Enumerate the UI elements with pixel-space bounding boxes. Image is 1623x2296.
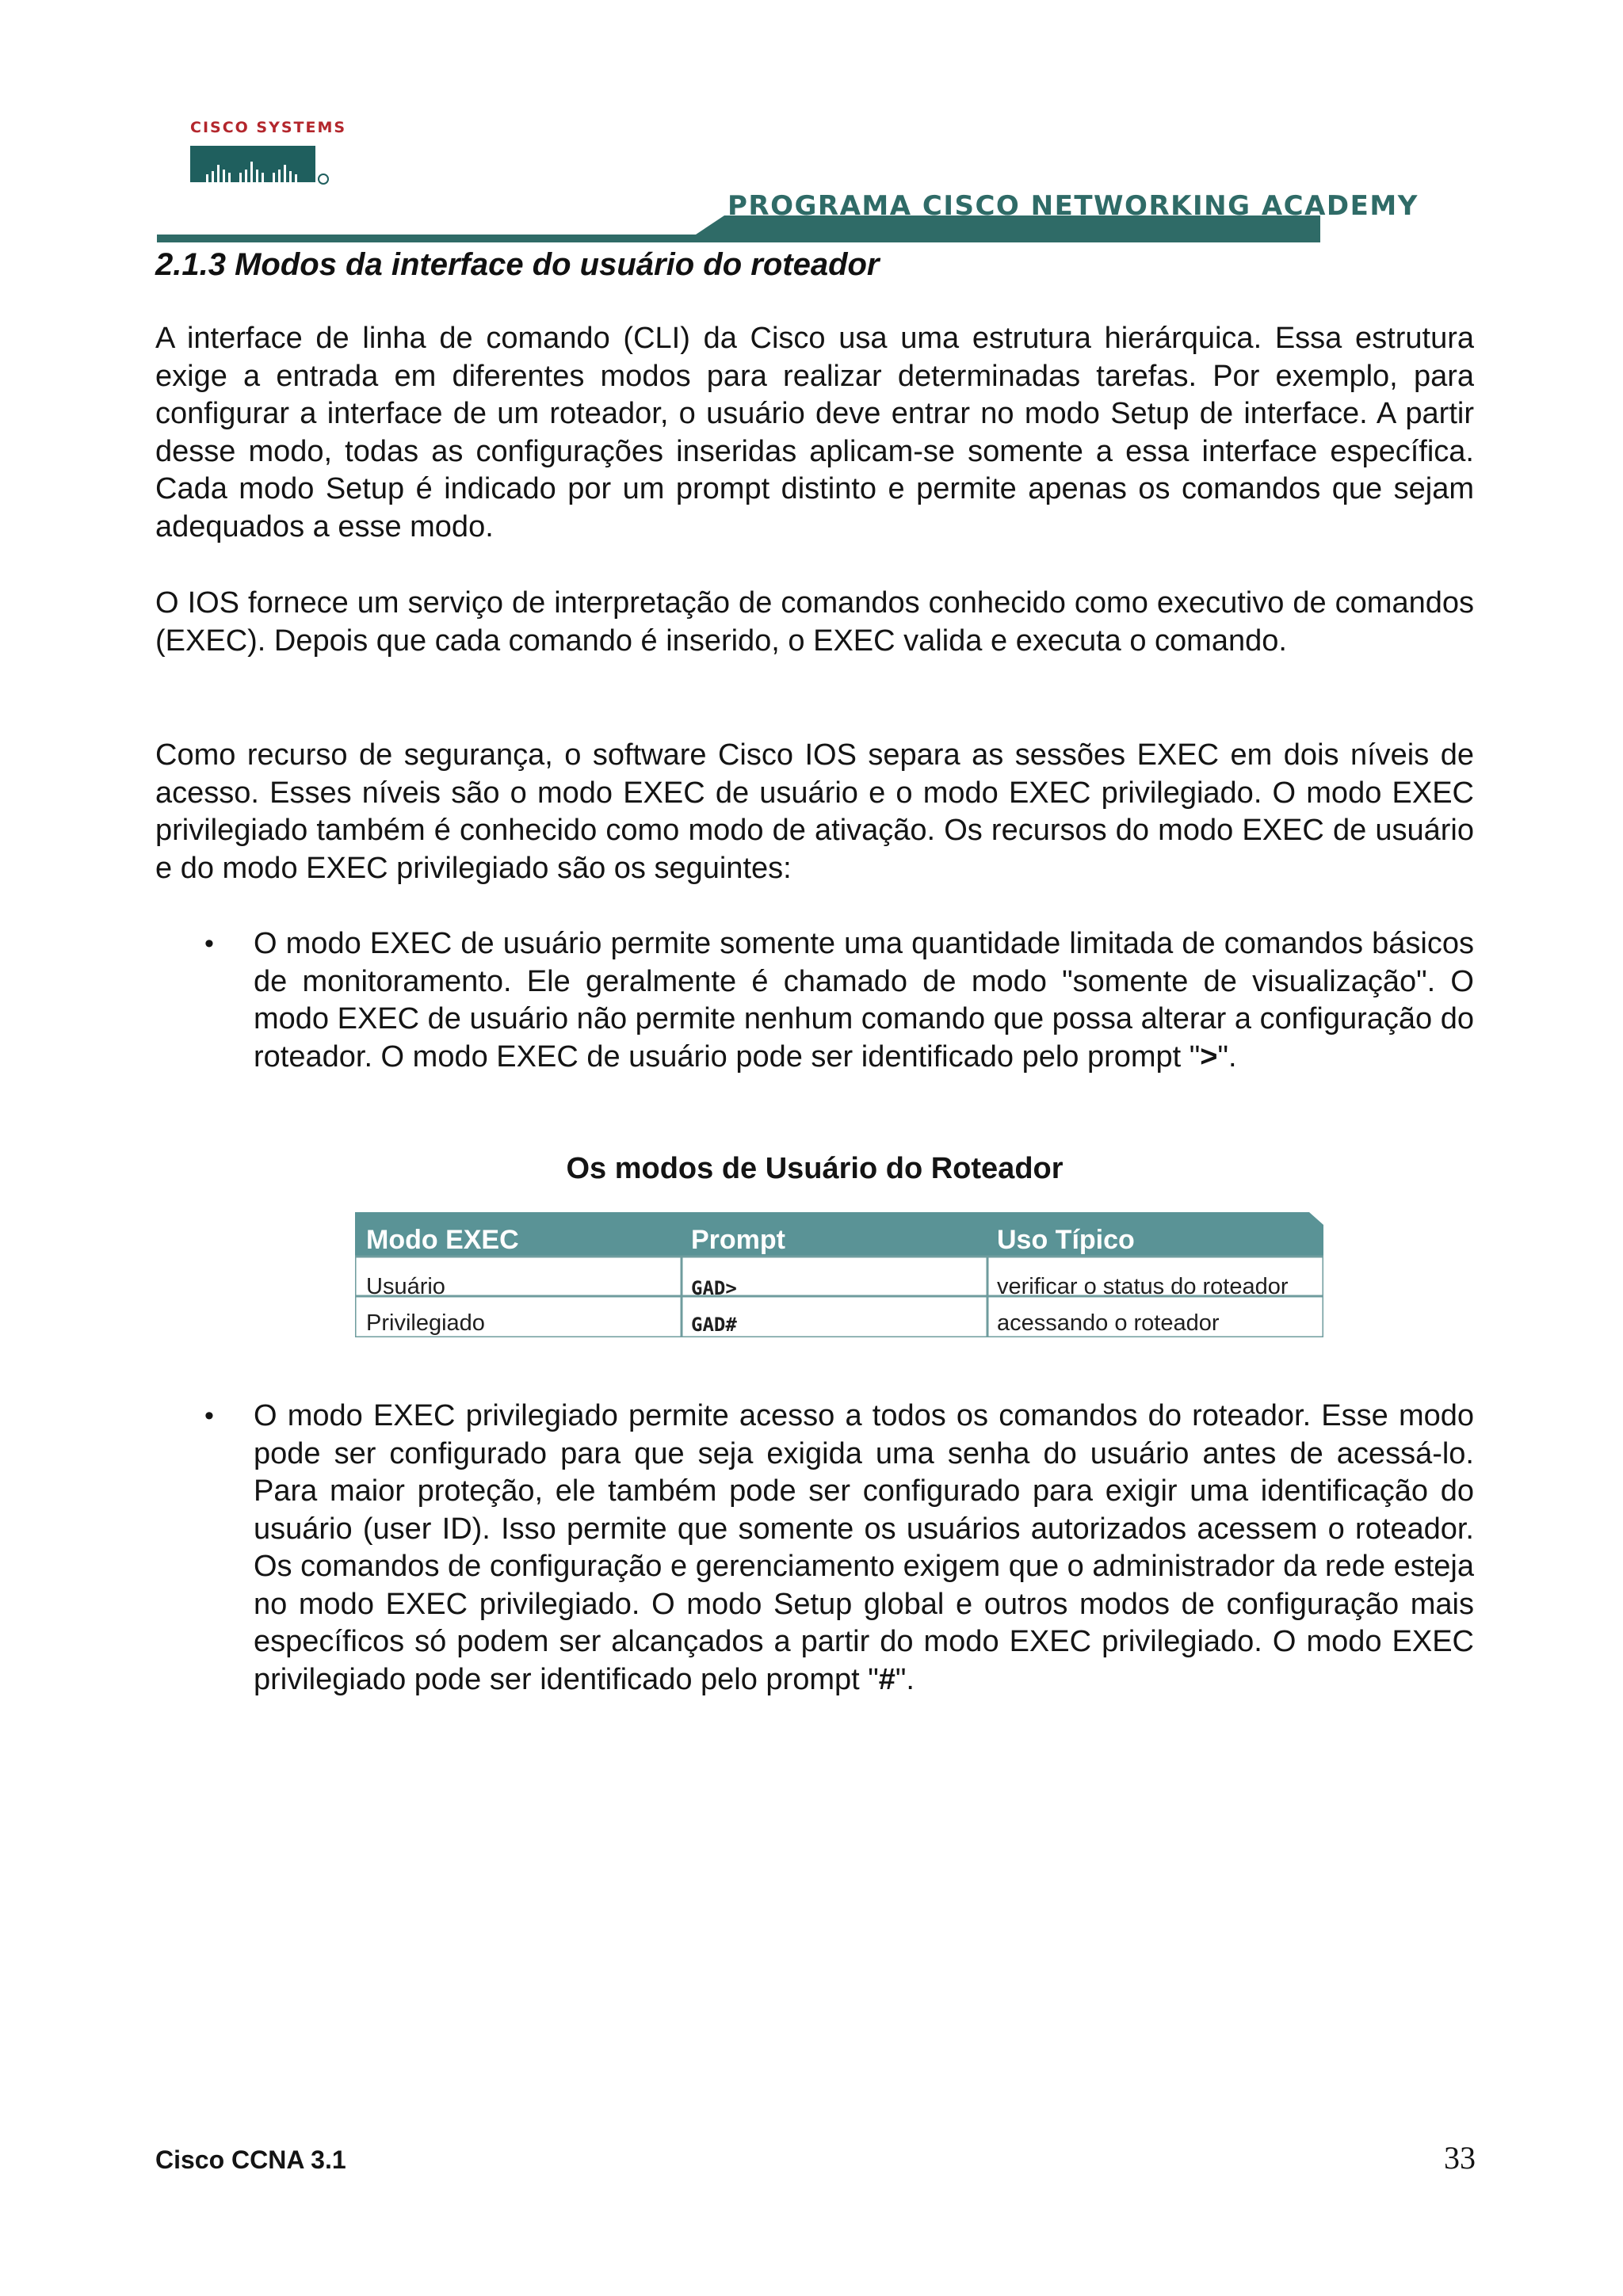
paragraph-3: Como recurso de segurança, o software Cisco IOS separa as sessões EXEC em dois níveis de acesso. Esses níveis são o modo EXEC de usuário e o modo EXEC privilegiado. O modo EXEC privilegiado também é conhecido como modo de ativação. Os recursos do modo EXEC de usuário e do modo EXEC privilegiado são os seguintes: (155, 738, 1474, 885)
table-header-mode: Modo EXEC (366, 1225, 519, 1255)
table-header-usage: Uso Típico (997, 1225, 1135, 1255)
table-header-prompt: Prompt (691, 1225, 785, 1255)
paragraph-2: O IOS fornece um serviço de interpretação de comandos conhecido como executivo de comandos (EXEC). Depois que cada comando é inserido, o EXEC valida e executa o comando. (155, 586, 1474, 658)
table-cell-mode: Usuário (366, 1274, 445, 1299)
table-cell-usage: acessando o roteador (997, 1310, 1220, 1336)
bullet-end: ". (1217, 1039, 1237, 1074)
paragraph-1: A interface de linha de comando (CLI) da Cisco usa uma estrutura hierárquica. Essa estrutura exige a entrada em diferentes modos para realizar determinadas tarefas. Por exemplo, para configurar a interface de um roteador, o usuário deve entrar no modo Setup de interface. A partir desse modo, todas as configurações inseridas aplicam-se somente a essa interface específica. Cada modo Setup é indicado por um prompt distinto e permite apenas os comandos que sejam adequados a esse modo. (155, 322, 1474, 543)
bullet-text: O modo EXEC de usuário permite somente uma quantidade limitada de comandos básicos de monitoramento. Ele geralmente é chamado de modo "somente de visualização". O modo EXEC de usuário não permite nenhum comando que possa alterar a configuração do roteador. O modo EXEC de usuário pode ser identificado pelo prompt " (254, 927, 1474, 1074)
prompt-symbol: # (878, 1662, 896, 1696)
bullet-end: ". (895, 1662, 915, 1696)
footer-course-name: Cisco CCNA 3.1 (155, 2145, 346, 2174)
table-cell-usage: verificar o status do roteador (997, 1274, 1289, 1299)
table-cell-prompt: GAD# (691, 1314, 737, 1336)
page-number: 33 (1444, 2140, 1476, 2176)
logo-text: CISCO SYSTEMS (190, 119, 347, 136)
bullet-item-user-exec (254, 925, 1474, 1076)
cisco-bars-icon (190, 146, 333, 190)
table-cell-mode: Privilegiado (366, 1310, 485, 1336)
bullet-item-privileged-exec (254, 1398, 1474, 1699)
prompt-symbol: > (1200, 1039, 1218, 1074)
router-modes-table (355, 1212, 1323, 1337)
section-title: 2.1.3 Modos da interface do usuário do roteador (155, 247, 880, 282)
bullet-icon: • (204, 1401, 214, 1431)
program-title: PROGRAMA CISCO NETWORKING ACADEMY (727, 190, 1419, 222)
cisco-systems-logo (190, 119, 347, 190)
table-title: Os modos de Usuário do Roteador (566, 1152, 1064, 1185)
bullet-text: O modo EXEC privilegiado permite acesso a todos os comandos do roteador. Esse modo pode ser configurado para que seja exigida uma senha do usuário antes de acessá-lo. Para maior proteção, ele também pode ser configurado para exigir uma identificação do usuário (user ID). Isso permite que somente os usuários autorizados acessem o roteador. Os comandos de configuração e gerenciamento exigem que o administrador da rede esteja no modo EXEC privilegiado. O modo Setup global e outros modos de configuração mais específicos só podem ser alcançados a partir do modo EXEC privilegiado. O modo EXEC privilegiado pode ser identificado pelo prompt " (254, 1399, 1474, 1696)
bullet-icon: • (204, 929, 214, 959)
table-cell-prompt: GAD> (691, 1277, 737, 1299)
